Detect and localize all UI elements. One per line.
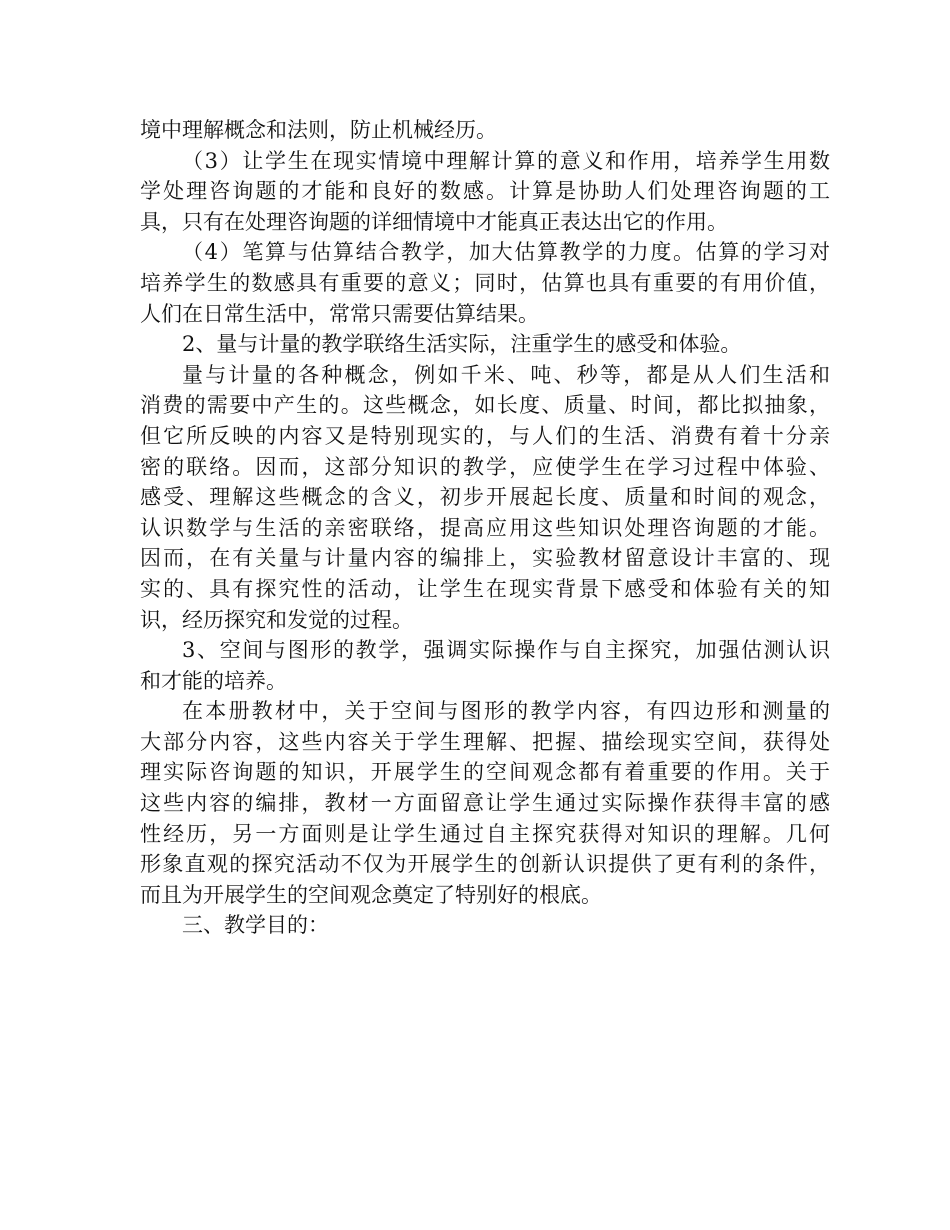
document-body-text	[140, 115, 830, 941]
text-line: 识，经历探究和发觉的过程。	[140, 607, 413, 632]
text-line: 实的、具有探究性的活动，让学生在现实背景下感受和体验有关的知	[140, 576, 830, 601]
text-line: （3）让学生在现实情境中理解计算的意义和作用，培养学生用数	[182, 148, 830, 173]
text-line: 性经历，另一方面则是让学生通过自主探究获得对知识的理解。几何	[140, 821, 830, 846]
text-line: 因而，在有关量与计量内容的编排上，实验教材留意设计丰富的、现	[140, 546, 830, 571]
text-line: 境中理解概念和法则，防止机械经历。	[140, 118, 497, 142]
text-line: 形象直观的探究活动不仅为开展学生的创新认识提供了更有利的条件，	[140, 852, 830, 877]
text-line: 学处理咨询题的才能和良好的数感。计算是协助人们处理咨询题的工	[140, 179, 830, 204]
text-line: 消费的需要中产生的。这些概念，如长度、质量、时间，都比拟抽象，	[140, 393, 830, 418]
text-line: 大部分内容，这些内容关于学生理解、把握、描绘现实空间，获得处	[140, 729, 830, 754]
text-line: 培养学生的数感具有重要的意义；同时，估算也具有重要的有用价值，	[140, 270, 830, 295]
text-line: 理实际咨询题的知识，开展学生的空间观念都有着重要的作用。关于	[140, 760, 830, 785]
text-line: 2、量与计量的教学联络生活实际，注重学生的感受和体验。	[182, 332, 742, 357]
text-line: 这些内容的编排，教材一方面留意让学生通过实际操作获得丰富的感	[140, 791, 830, 816]
text-line: 感受、理解这些概念的含义，初步开展起长度、质量和时间的观念，	[140, 485, 830, 510]
text-line: （4）笔算与估算结合教学，加大估算教学的力度。估算的学习对	[182, 240, 830, 265]
text-line: 和才能的培养。	[140, 668, 287, 693]
text-line: 量与计量的各种概念，例如千米、吨、秒等，都是从人们生活和	[182, 362, 830, 387]
text-line: 在本册教材中，关于空间与图形的教学内容，有四边形和测量的	[182, 699, 830, 724]
text-line: 具，只有在处理咨询题的详细情境中才能真正表达出它的作用。	[140, 209, 728, 234]
text-line: 三、教学目的：	[182, 913, 329, 938]
text-line: 人们在日常生活中，常常只需要估算结果。	[140, 301, 539, 326]
text-line: 但它所反映的内容又是特别现实的，与人们的生活、消费有着十分亲	[140, 423, 830, 448]
text-line: 认识数学与生活的亲密联络，提高应用这些知识处理咨询题的才能。	[140, 515, 830, 540]
text-line: 密的联络。因而，这部分知识的教学，应使学生在学习过程中体验、	[140, 454, 830, 479]
text-line: 而且为开展学生的空间观念奠定了特别好的根底。	[140, 882, 602, 907]
text-line: 3、空间与图形的教学，强调实际操作与自主探究，加强估测认识	[182, 638, 830, 663]
